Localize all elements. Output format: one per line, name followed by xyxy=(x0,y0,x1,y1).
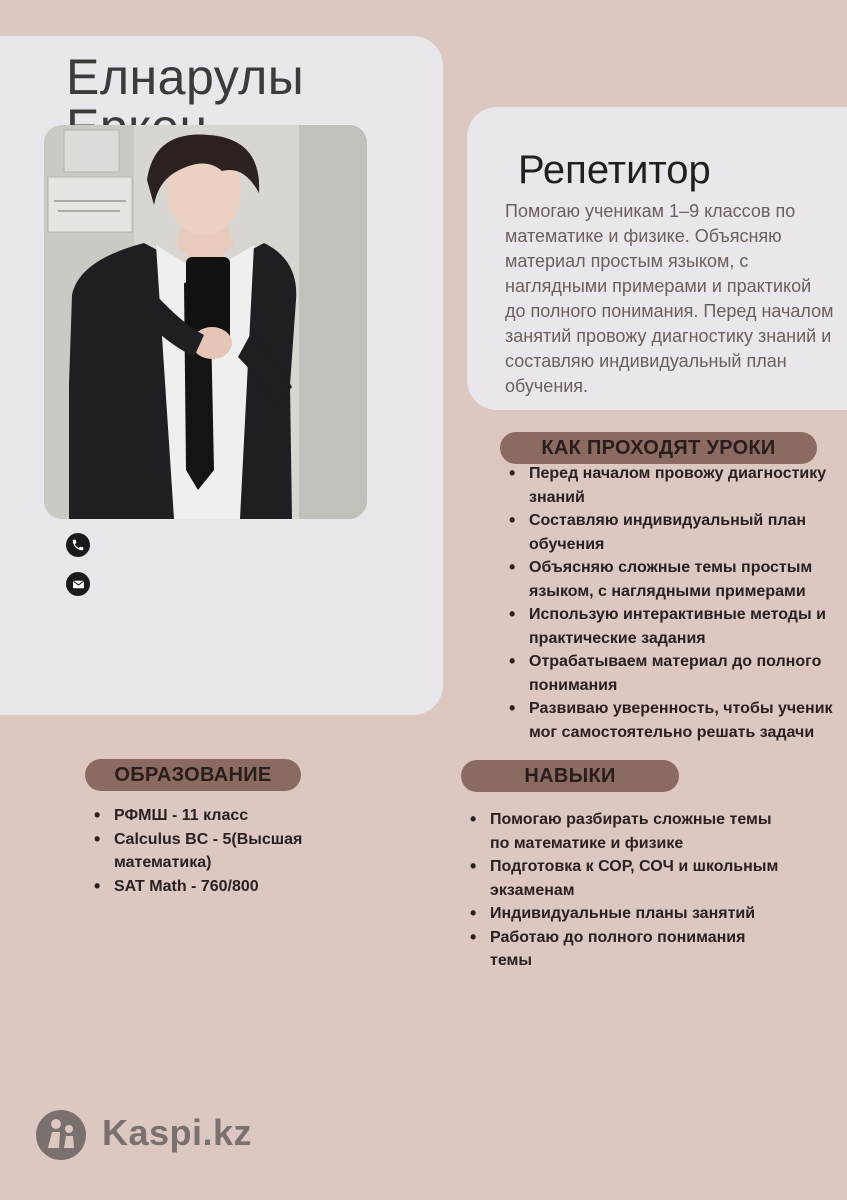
list-item: • Перед началом провожу диагностику знаний xyxy=(505,462,841,509)
role-title: Репетитор xyxy=(518,148,711,192)
list-item: • Использую интерактивные методы и практические задания xyxy=(505,603,841,650)
lessons-heading: КАК ПРОХОДЯТ УРОКИ xyxy=(500,432,817,464)
education-list xyxy=(90,804,330,898)
profile-name: Елнарулы xyxy=(66,49,305,105)
profile-photo xyxy=(44,125,367,519)
list-item: • SAT Math - 760/800 xyxy=(90,875,330,899)
skills-heading: НАВЫКИ xyxy=(461,760,679,792)
kaspi-logo-icon xyxy=(36,1110,86,1160)
list-item: • Объясняю сложные темы простым языком, с наглядными примерами xyxy=(505,556,841,603)
list-item: • Работаю до полного понимания темы xyxy=(466,926,786,973)
role-description: Помогаю ученикам 1–9 классов по математике и физике. Объясняю материал простым языком, с наглядными примерами и практикой до полного понимания. Перед началом занятий провожу диагностику знаний и составляю индивидуальный план обучения. xyxy=(505,201,834,396)
skills-list xyxy=(466,808,786,973)
list-item: • Отрабатываем материал до полного понимания xyxy=(505,650,841,697)
list-item: • РФМШ - 11 класс xyxy=(90,804,330,828)
list-item: • Индивидуальные планы занятий xyxy=(466,902,786,926)
list-item: • Помогаю разбирать сложные темы по математике и физике xyxy=(466,808,786,855)
education-heading: ОБРАЗОВАНИЕ xyxy=(85,759,301,791)
list-item: • Составляю индивидуальный план обучения xyxy=(505,509,841,556)
list-item: • Calculus BC - 5(Высшая математика) xyxy=(90,828,330,875)
list-item: • Развиваю уверенность, чтобы ученик мог самостоятельно решать задачи xyxy=(505,697,841,744)
kaspi-logo-text: Kaspi.kz xyxy=(102,1112,253,1153)
mail-icon[interactable] xyxy=(66,572,90,596)
phone-icon[interactable] xyxy=(66,533,90,557)
list-item: • Подготовка к СОР, СОЧ и школьным экзаменам xyxy=(466,855,786,902)
lessons-list xyxy=(505,462,841,744)
